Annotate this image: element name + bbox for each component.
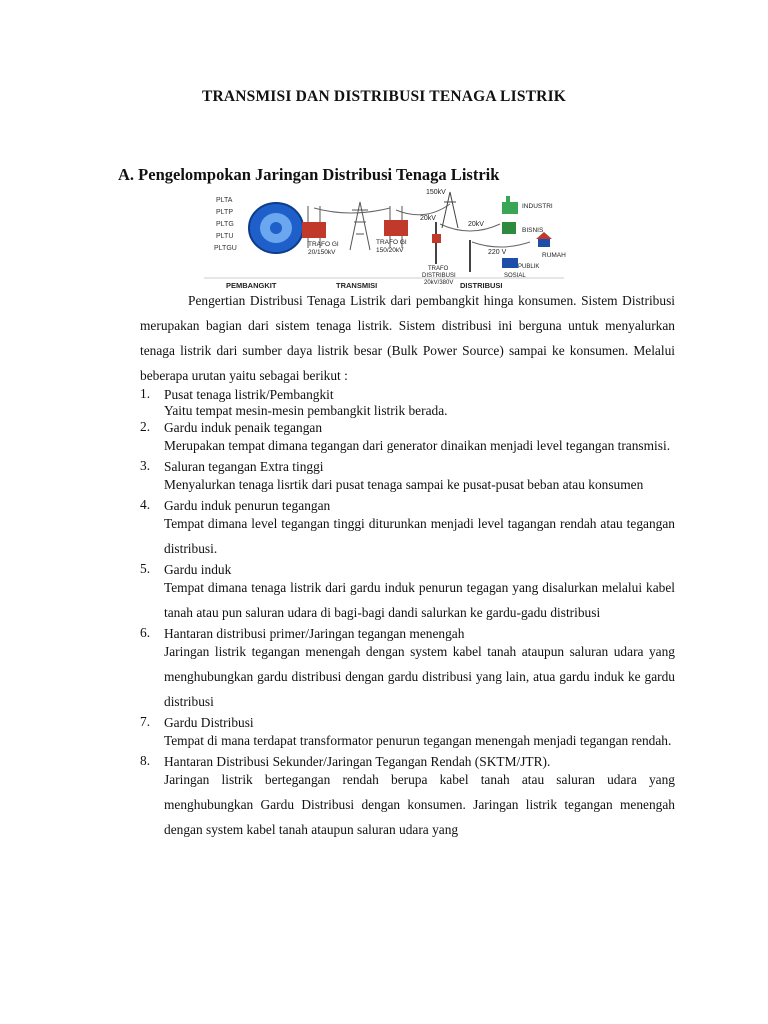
trafo-dist-label: TRAFO	[428, 266, 449, 272]
list-item-number: 4.	[140, 497, 151, 512]
list-item	[140, 419, 675, 458]
plant-type-label: PLTA	[216, 197, 233, 204]
list-item-heading: Gardu induk penurun tegangan	[164, 498, 331, 513]
plant-type-label: PLTG	[216, 221, 234, 228]
voltage-20kv-label-b: 20kV	[468, 221, 484, 228]
list-item	[140, 386, 675, 420]
list-item-heading: Hantaran distribusi primer/Jaringan tegangan menengah	[164, 626, 465, 641]
list-item	[140, 497, 675, 561]
list-item	[140, 625, 675, 714]
industry-icon	[502, 196, 518, 214]
list-item	[140, 753, 675, 842]
list-item-number: 2.	[140, 419, 151, 434]
list-item-description: Yaitu tempat mesin-mesin pembangkit listrik berada.	[164, 403, 448, 418]
list-item-number: 7.	[140, 714, 151, 729]
house-icon	[536, 232, 552, 247]
list-item	[140, 561, 675, 625]
section-heading: A. Pengelompokan Jaringan Distribusi Tenaga Listrik	[118, 165, 500, 184]
trafo-dist-rating: 20kV/380V	[424, 280, 454, 286]
transmission-tower-icon	[350, 202, 370, 250]
trafo-gi-1-rating: 20/150kV	[308, 249, 336, 256]
intro-paragraph: Pengertian Distribusi Tenaga Listrik dari pembangkit hinga konsumen. Sistem Distribusi merupakan bagian dari sistem tenaga listrik. Sistem distribusi ini berguna untuk menyalurkan tenaga listrik dari sumber daya listrik besar (Bulk Power Source) sampai ke konsumen. Melalui beberapa urutan yaitu sebagai berikut :	[140, 293, 675, 383]
list-item	[140, 458, 675, 497]
distribution-pole-icon	[432, 222, 441, 264]
list-item-number: 5.	[140, 561, 151, 576]
hv-tower-icon	[442, 192, 458, 228]
list-item-heading: Gardu Distribusi	[164, 715, 254, 730]
pembangkit-label: PEMBANGKIT	[226, 281, 277, 290]
industri-label: INDUSTRI	[522, 203, 553, 210]
list-item-description: Tempat di mana terdapat transformator penurun tegangan menengah menjadi tegangan rendah.	[164, 733, 672, 748]
list-item-number: 8.	[140, 753, 151, 768]
list-item-description: Menyalurkan tenaga lisrtik dari pusat tenaga sampai ke pusat-pusat beban atau konsumen	[164, 477, 644, 492]
list-item-heading: Gardu induk	[164, 562, 232, 577]
trafo-gi-1-label: TRAFO GI	[308, 241, 339, 248]
trafo-gi-2-rating: 150/20kV	[376, 247, 404, 254]
bisnis-label: BISNIS	[522, 227, 544, 234]
list-item-heading: Saluran tegangan Extra tinggi	[164, 459, 324, 474]
list-item-heading: Pusat tenaga listrik/Pembangkit	[164, 387, 334, 402]
plant-type-label: PLTP	[216, 209, 233, 216]
voltage-220v-label: 220 V	[488, 249, 507, 256]
list-item-number: 6.	[140, 625, 151, 640]
plant-type-label: PLTGU	[214, 245, 237, 252]
list-item-number: 1.	[140, 386, 151, 401]
plant-type-labels	[214, 197, 237, 252]
voltage-150kv-label: 150kV	[426, 189, 446, 196]
plant-type-label: PLTU	[216, 233, 234, 240]
public-building-icon	[502, 258, 518, 268]
generator-icon	[249, 203, 303, 253]
distribution-steps-list	[140, 386, 675, 842]
list-item-description: Tempat dimana tenaga listrik dari gardu induk penurun tegagan yang disalurkan melalui kabel tanah atau pun saluran udara di bagi-bagi dandi salurkan ke gardu-gadu distribusi	[164, 580, 675, 620]
rumah-label: RUMAH	[542, 252, 566, 259]
sosial-label: SOSIAL	[504, 273, 526, 279]
document-title: TRANSMISI DAN DISTRIBUSI TENAGA LISTRIK	[201, 88, 567, 105]
transmisi-label: TRANSMISI	[336, 281, 378, 290]
business-icon	[502, 222, 516, 234]
list-item-heading: Hantaran Distribusi Sekunder/Jaringan Tegangan Rendah (SKTM/JTR).	[164, 754, 551, 769]
list-item-description: Jaringan listrik bertegangan rendah berupa kabel tanah atau saluran udara yang menghubungkan Gardu Distribusi dengan konsumen. Jaringan listrik tegangan menengah dengan system kabel tanah ataupun saluran udara yang	[164, 772, 675, 837]
trafo-dist-label-2: DISTRIBUSI	[422, 273, 456, 279]
list-item-description: Jaringan listrik tegangan menengah dengan system kabel tanah ataupun saluran udara yang menghubungkan gardu distribusi dengan gardu distribusi yang lain, atua gardu induk ke gardu distribusi	[164, 644, 675, 709]
trafo-gi-2-label: TRAFO GI	[376, 239, 407, 246]
voltage-20kv-label-a: 20kV	[420, 215, 436, 222]
list-item-description: Tempat dimana level tegangan tinggi diturunkan menjadi level tagangan rendah atau tegangan distribusi.	[164, 516, 675, 556]
distribusi-label: DISTRIBUSI	[460, 281, 503, 290]
distribution-diagram	[200, 188, 568, 290]
publik-label: PUBLIK	[518, 264, 540, 270]
list-item-heading: Gardu induk penaik tegangan	[164, 420, 323, 435]
list-item-number: 3.	[140, 458, 151, 473]
list-item-description: Merupakan tempat dimana tegangan dari generator dinaikan menjadi level tegangan transmisi.	[164, 438, 671, 453]
list-item	[140, 714, 675, 753]
